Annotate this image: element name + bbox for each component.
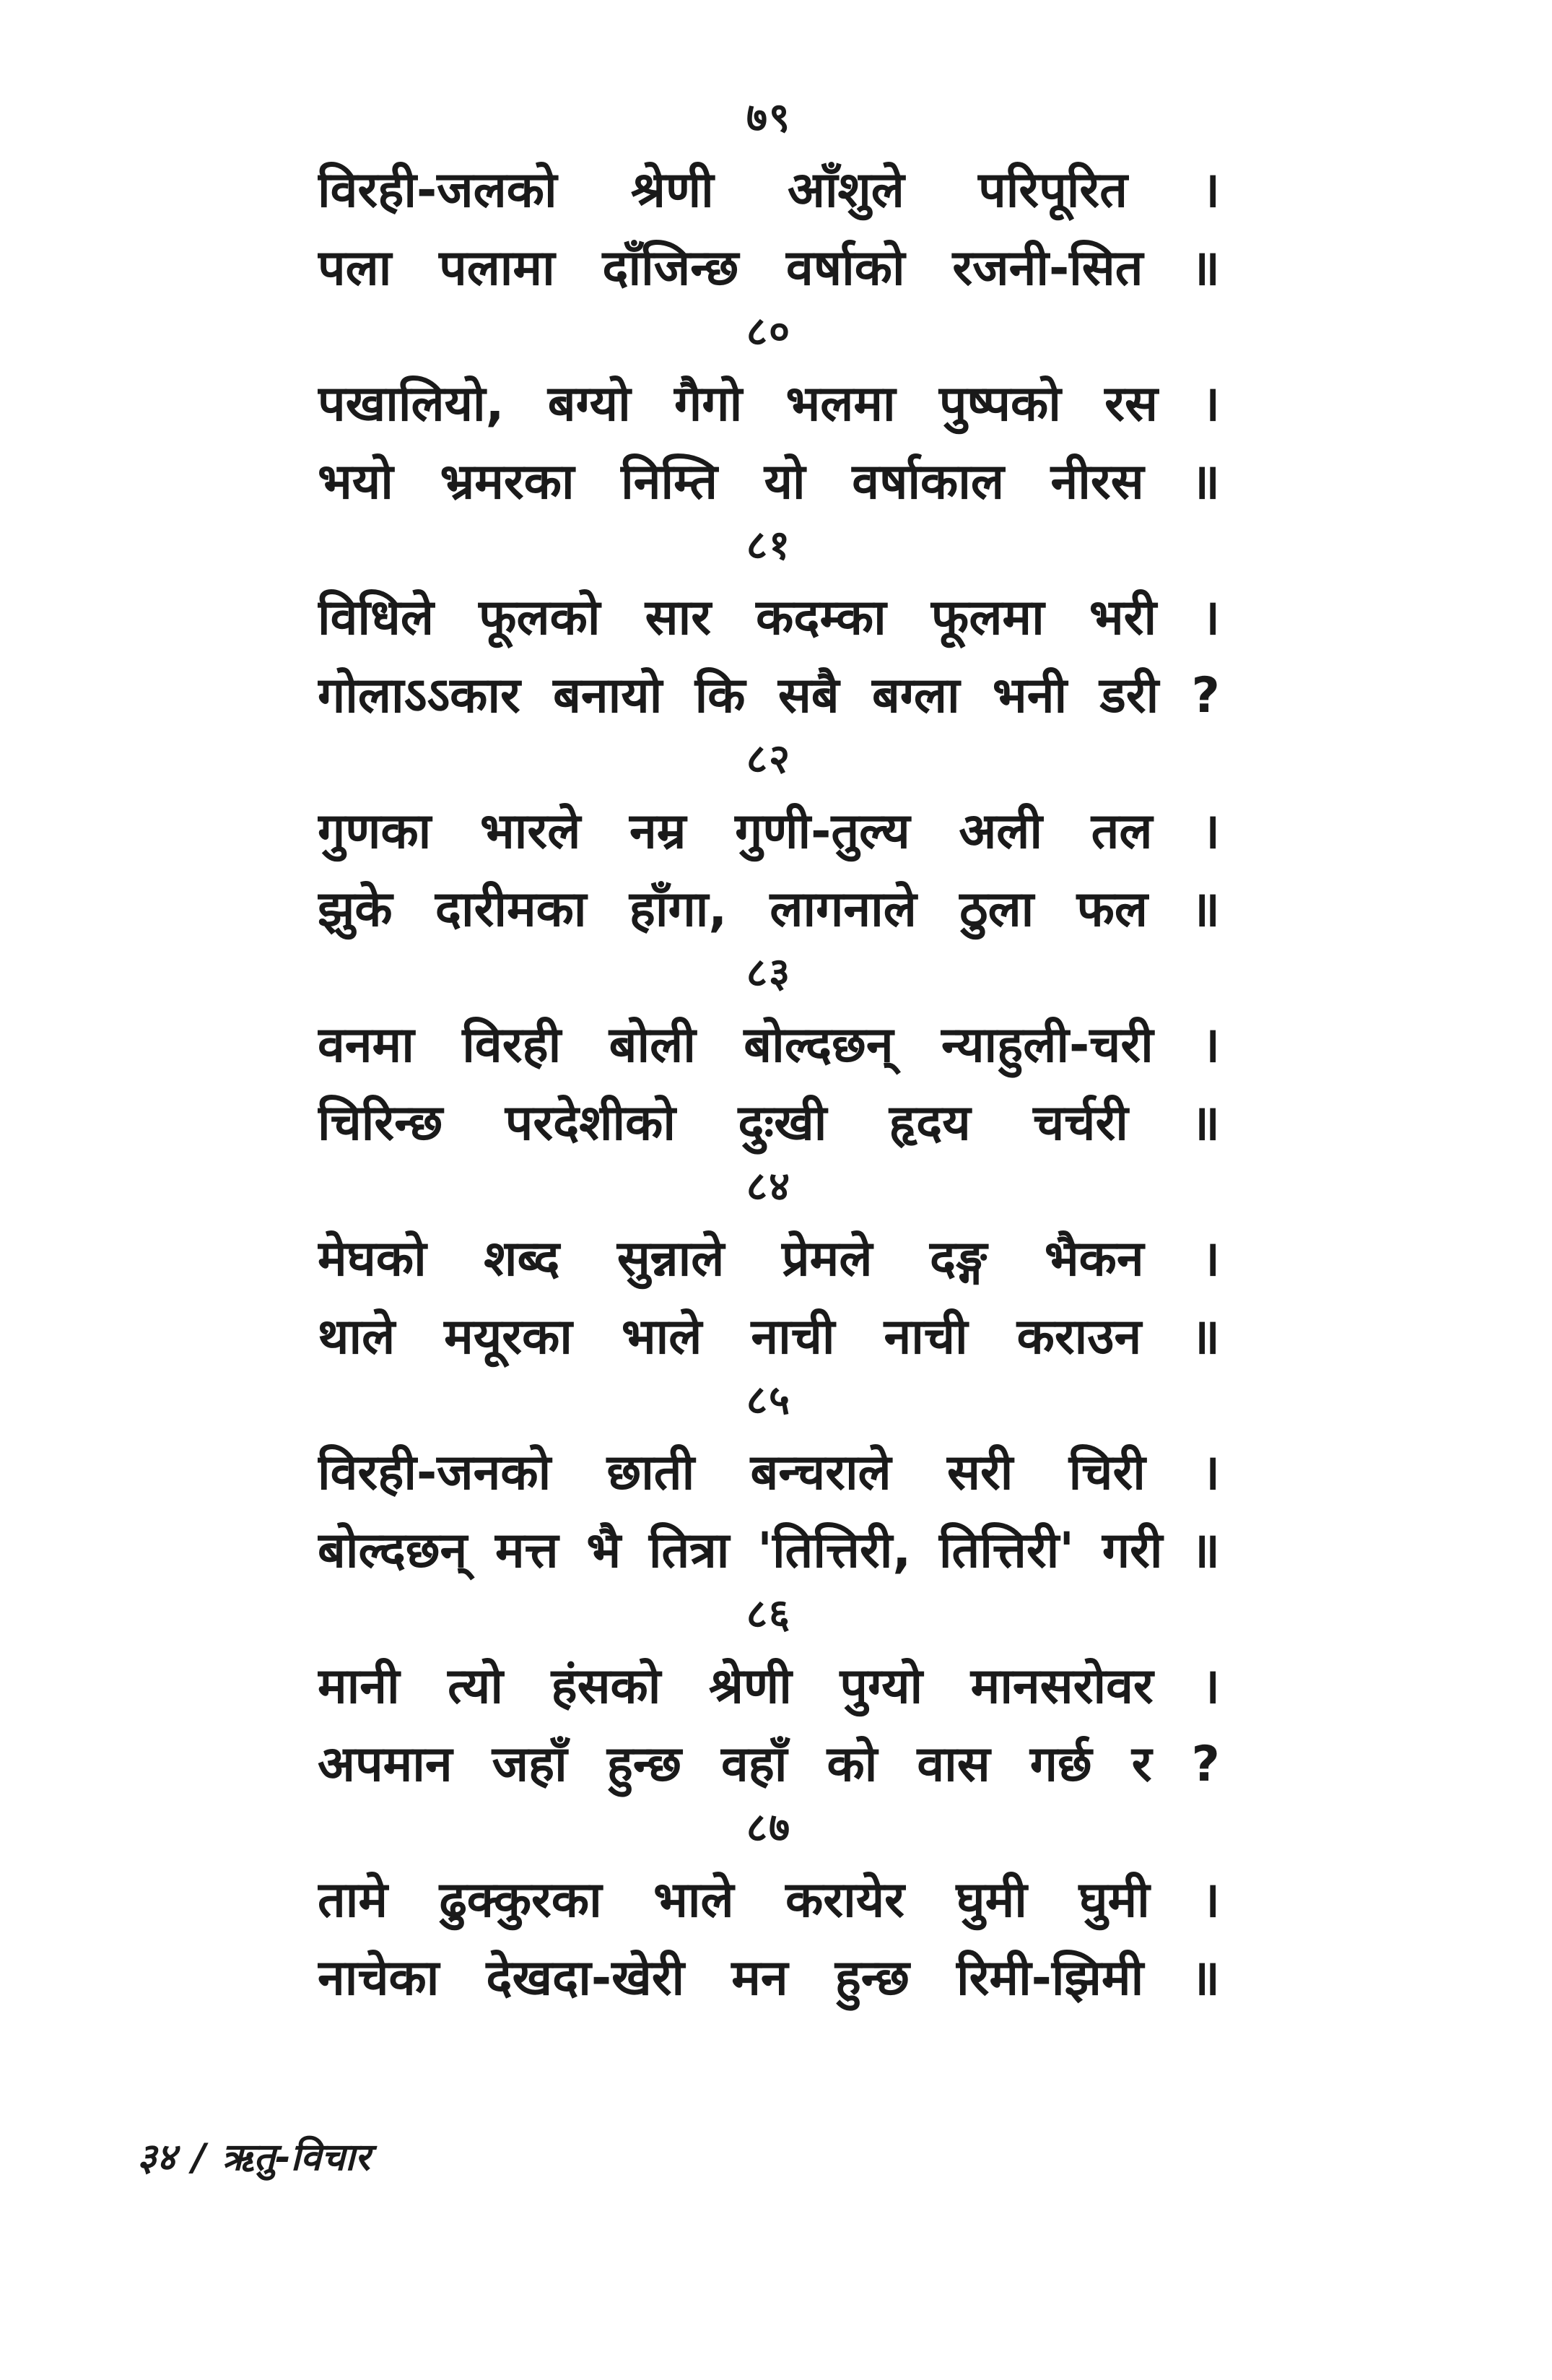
verse-line: चिरिन्छ परदेशीको दुःखी हृदय चर्चरी ॥	[318, 1095, 1220, 1152]
stanza-number: ८३	[746, 950, 792, 996]
verse-line: मानी त्यो हंसको श्रेणी पुग्यो मानसरोवर ।	[318, 1658, 1220, 1715]
verse-line: झुके दारीमका हाँगा, लागनाले ठुला फल ॥	[318, 881, 1220, 938]
verse-line: भयो भ्रमरका निम्ति यो वर्षाकाल नीरस ॥	[318, 453, 1220, 511]
stanza-number: ८६	[746, 1591, 792, 1638]
verse-line: विरही-जनको छाती बन्चराले सरी चिरी ।	[318, 1444, 1220, 1501]
verse-line: तामे ढुक्कुरका भाले करायेर घुमी घुमी ।	[318, 1872, 1220, 1929]
verse-line: गुणका भारले नम्र गुणी-तुल्य अली तल ।	[318, 803, 1220, 860]
stanza-number: ७९	[746, 95, 792, 142]
footer-separator: /	[192, 2136, 206, 2179]
stanza	[318, 1163, 1220, 1376]
stanza	[318, 308, 1220, 521]
page-number: ३४	[137, 2136, 177, 2179]
stanza-number: ८५	[746, 1377, 792, 1424]
stanza	[318, 1804, 1220, 2018]
book-title: ऋतु-विचार	[222, 2136, 370, 2179]
stanza-number: ८२	[746, 736, 792, 783]
stanza	[318, 949, 1220, 1163]
page-footer	[137, 2130, 370, 2181]
verse-line: नाचेका देखदा-खेरी मन हुन्छ रिमी-झिमी ॥	[318, 1950, 1220, 2007]
verse-line: बोल्दछन् मत्त भै तित्रा 'तित्तिरी, तित्तिरी' गरी ॥	[318, 1522, 1220, 1579]
verse-line: पखालियो, बग्यो गैगो भलमा पुष्पको रस ।	[318, 375, 1220, 433]
verse-line: पला पलामा दाँजिन्छ वर्षाको रजनी-सित ॥	[318, 240, 1220, 297]
verse-line: थाले मयूरका भाले नाची नाची कराउन ॥	[318, 1308, 1220, 1365]
stanza-number: ८७	[746, 1804, 792, 1851]
stanza	[318, 1590, 1220, 1804]
verse-line: मेघको शब्द सुन्नाले प्रेमले दङ्ग भैकन ।	[318, 1230, 1220, 1287]
verse-line: अपमान जहाँ हुन्छ वहाँ को वास गर्छ र ?	[318, 1736, 1220, 1793]
stanza	[318, 735, 1220, 949]
verse-line: गोलाऽऽकार बनायो कि सबै बग्ला भनी डरी ?	[318, 667, 1220, 724]
verse-column	[318, 94, 1220, 2018]
verse-line: विरही-जलको श्रेणी आँशुले परिपूरित ।	[318, 162, 1220, 219]
stanza	[318, 1376, 1220, 1590]
stanza	[318, 521, 1220, 735]
stanza-number: ८०	[746, 308, 792, 355]
verse-line: विधिले फूलको सार कदम्का फूलमा भरी ।	[318, 589, 1220, 646]
stanza	[318, 94, 1220, 308]
stanza-number: ८४	[746, 1163, 792, 1210]
verse-line: वनमा विरही बोली बोल्दछन् न्याहुली-चरी ।	[318, 1017, 1220, 1074]
stanza-number: ८१	[746, 522, 792, 569]
